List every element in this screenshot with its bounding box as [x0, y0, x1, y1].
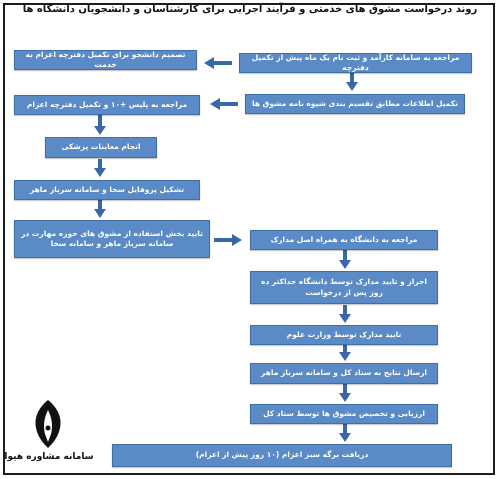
step-box-4	[14, 95, 200, 115]
step-label-13: دریافت برگه سبز اعزام (۱۰ روز پیش از اعزام)	[195, 450, 369, 460]
arrow-s7-to-s8	[214, 234, 242, 246]
brand-name: سامانه مشاوره هیوا	[4, 452, 94, 462]
arrow-s3-to-s4	[210, 98, 238, 110]
step-box-1	[239, 53, 472, 73]
arrow-s1-to-s2	[204, 57, 232, 69]
arrow-s11-to-s12	[339, 384, 351, 402]
step-box-9	[250, 271, 438, 304]
step-label-12: ارزیابی و تخصیص مشوق ها توسط ستاد کل	[263, 408, 425, 418]
step-label-9: احراز و تایید مدارک توسط دانشگاه حداکثر ده روز پس از درخواست	[261, 277, 427, 297]
step-box-3	[245, 94, 465, 114]
step-box-13	[112, 444, 452, 467]
diagram-title: روند درخواست مشوق های خدمتی و فرآیند اجرایی برای کارشناسان و دانشجویان دانشگاه ها	[22, 4, 478, 15]
step-label-6: تشکیل پروفایل سخا و سامانه سرباز ماهر	[29, 184, 185, 194]
step-box-7	[14, 220, 210, 258]
brand-logo	[4, 398, 94, 474]
pen-nib-logo-icon	[30, 398, 66, 450]
arrow-s8-to-s9	[339, 250, 351, 269]
arrow-s6-to-s7	[94, 200, 106, 218]
arrow-s4-to-s5	[94, 115, 106, 135]
step-label-4: مراجعه به پلیس +۱۰ و تکمیل دفترچه اعزام	[26, 99, 188, 109]
step-label-2: تصمیم دانشجو برای تکمیل دفترچه اعزام به خدمت	[25, 49, 186, 69]
arrow-s5-to-s6	[94, 159, 106, 177]
arrow-s1-to-s3	[346, 73, 358, 91]
step-label-11: ارسال نتایج به ستاد کل و سامانه سرباز ماهر	[261, 368, 427, 378]
step-box-11	[250, 363, 438, 384]
arrow-s10-to-s11	[339, 345, 351, 361]
step-label-8: مراجعه به دانشگاه به همراه اصل مدارک	[270, 234, 418, 244]
step-box-5	[45, 137, 157, 158]
step-label-7: تایید بخش استفاده از مشوق های حوزه مهارت در سامانه سرباز ماهر و سامانه سخا	[21, 228, 203, 248]
step-label-10: تایید مدارک توسط وزارت علوم	[286, 329, 402, 339]
step-box-8	[250, 230, 438, 250]
step-box-12	[250, 404, 438, 424]
step-box-2	[14, 50, 197, 70]
arrow-s12-to-s13	[339, 424, 351, 442]
step-label-3: تکمیل اطلاعات مطابق تقسیم بندی شیوه نامه مشوق ها	[252, 98, 458, 108]
step-box-6	[14, 180, 200, 200]
step-label-1: مراجعه به سامانه کارآمد و ثبت نام یک ماه پیش از تکمیل دفترچه	[251, 52, 460, 72]
arrow-s9-to-s10	[339, 305, 351, 323]
step-label-5: انجام معاینات پزشکی	[61, 142, 141, 152]
step-box-10	[250, 325, 438, 345]
